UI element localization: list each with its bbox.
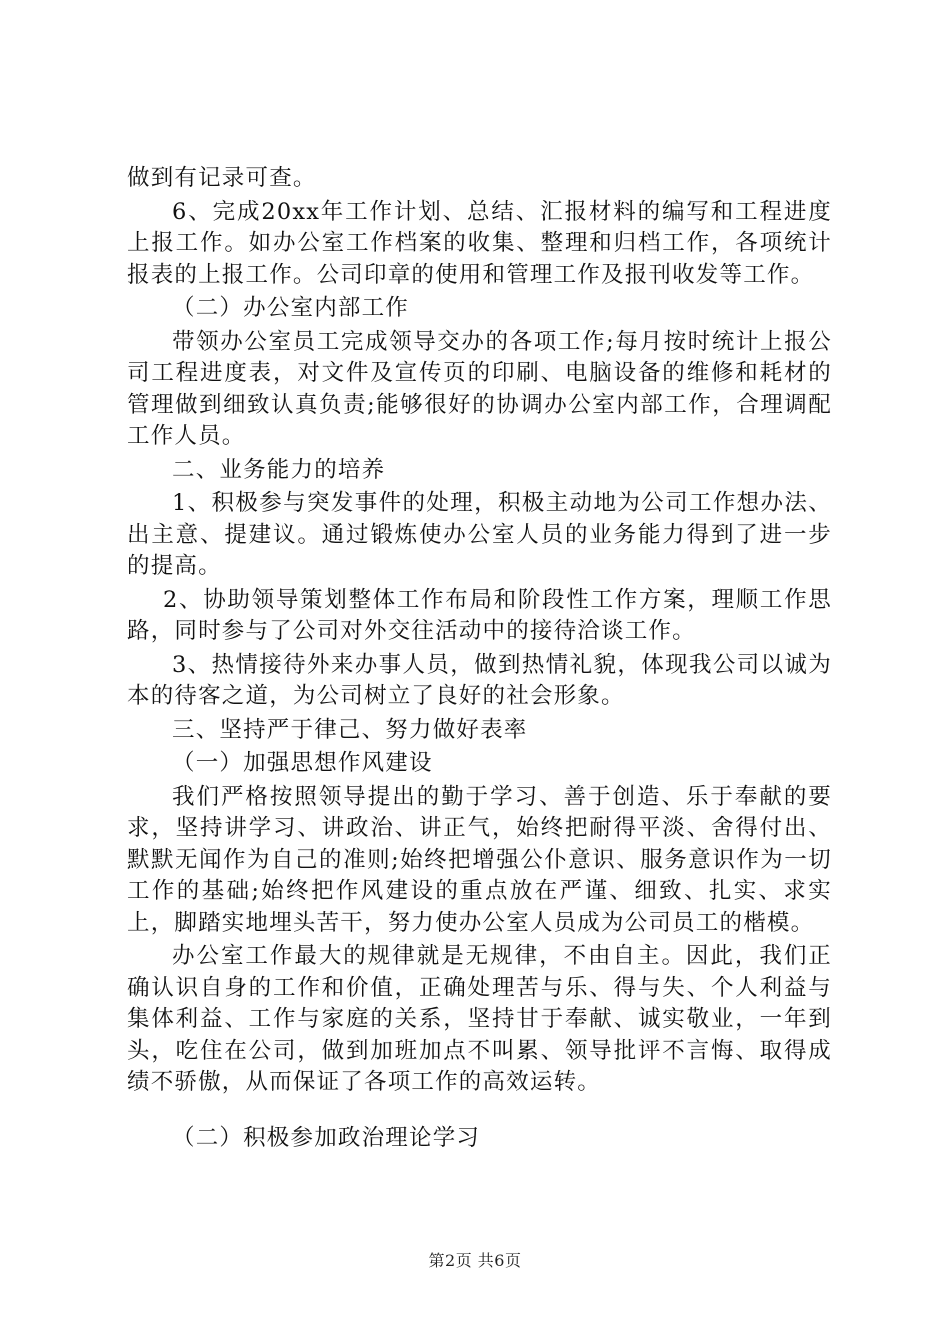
paragraph-item-6: 6、完成20xx年工作计划、总结、汇报材料的编写和工程进度上报工作。如办公室工作档案的收集、整理和归档工作，各项统计报表的上报工作。公司印章的使用和管理工作及报刊收发等工作。 xyxy=(127,198,832,288)
heading-business-ability: 二、业务能力的培养 xyxy=(172,456,386,483)
paragraph-ability-item-2: 2、协助领导策划整体工作布局和阶段性工作方案，理顺工作思路，同时参与了公司对外交往活动中的接待洽谈工作。 xyxy=(127,586,832,644)
paragraph-spacer xyxy=(127,1101,832,1123)
paragraph-office-rules: 办公室工作最大的规律就是无规律，不由自主。因此，我们正确认识自身的工作和价值，正确处理苦与乐、得与失、个人利益与集体利益、工作与家庭的关系，坚持甘于奉献、诚实敬业，一年到头，吃住在公司，做到加班加点不叫累、领导批评不言悔、取得成绩不骄傲，从而保证了各项工作的高效运转。 xyxy=(127,943,832,1095)
paragraph-ability-item-1: 1、积极参与突发事件的处理，积极主动地为公司工作想办法、出主意、提建议。通过锻炼使办公室人员的业务能力得到了进一步的提高。 xyxy=(127,490,832,579)
heading-self-discipline: 三、坚持严于律己、努力做好表率 xyxy=(172,716,528,743)
document-body xyxy=(127,163,832,1156)
paragraph-continuation: 做到有记录可查。 xyxy=(127,165,317,191)
page-number-footer: 第2页 共6页 xyxy=(428,1251,522,1270)
paragraph-ability-item-3: 3、热情接待外来办事人员，做到热情礼貌，体现我公司以诚为本的待客之道，为公司树立了良好的社会形象。 xyxy=(127,651,832,709)
subheading-office-internal-work: （二）办公室内部工作 xyxy=(172,295,410,321)
subheading-political-study: （二）积极参加政治理论学习 xyxy=(172,1124,481,1151)
paragraph-office-internal-work: 带领办公室员工完成领导交办的各项工作;每月按时统计上报公司工程进度表，对文件及宣传页的印刷、电脑设备的维修和耗材的管理做到细致认真负责;能够很好的协调办公室内部工作，合理调配工作人员。 xyxy=(127,328,832,449)
subheading-ideology-style: （一）加强思想作风建设 xyxy=(172,750,433,776)
paragraph-ideology-style: 我们严格按照领导提出的勤于学习、善于创造、乐于奉献的要求，坚持讲学习、讲政治、讲正气，始终把耐得平淡、舍得付出、默默无闻作为自己的准则;始终把增强公仆意识、服务意识作为一切工作的基础;始终把作风建设的重点放在严谨、细致、扎实、求实上，脚踏实地埋头苦干，努力使办公室人员成为公司员工的楷模。 xyxy=(127,783,832,936)
